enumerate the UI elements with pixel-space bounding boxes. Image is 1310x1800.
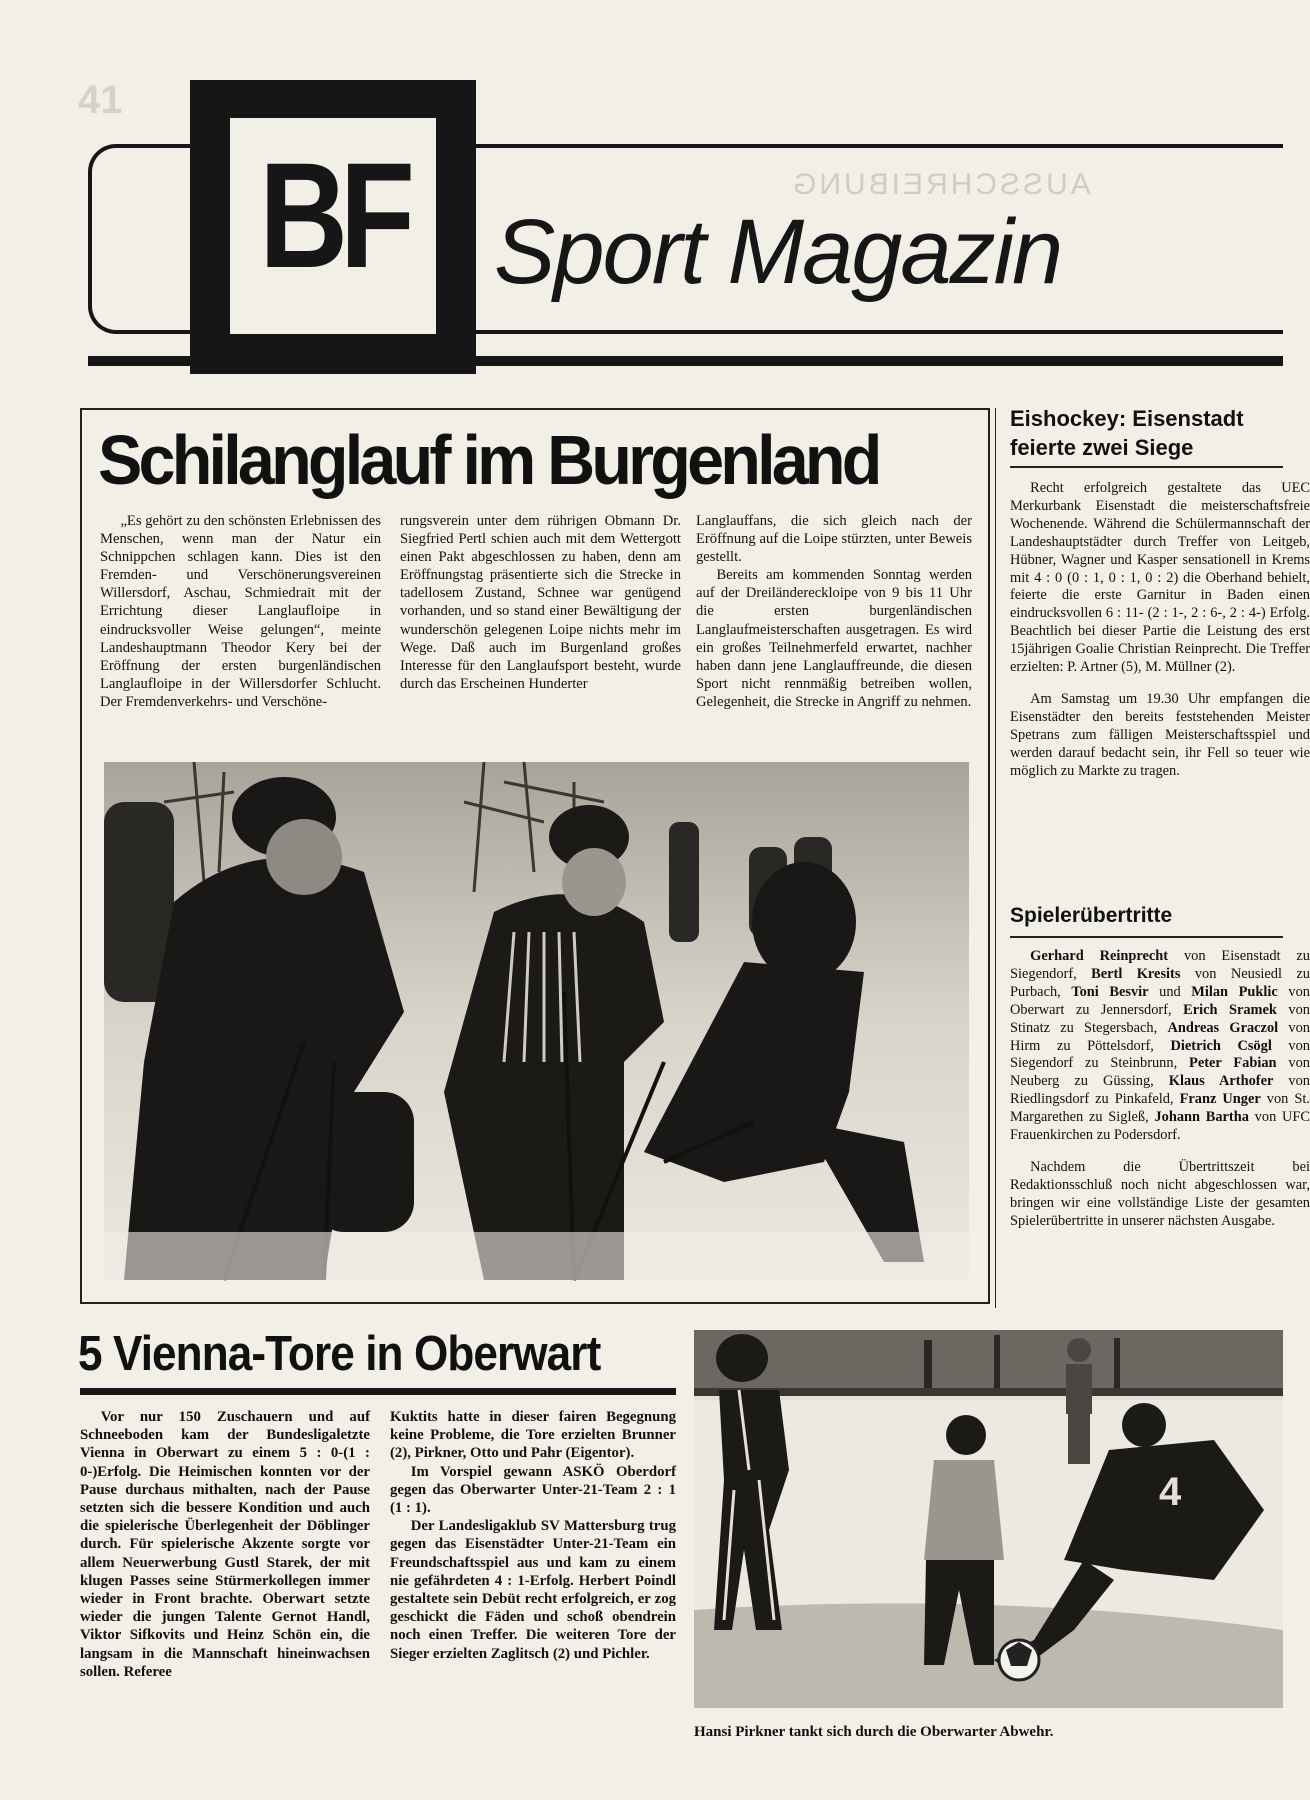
article-text: Bereits am kommenden Sonntag werden auf der Dreiländereckloipe von 9 bis 11 Uhr die ersten burgenländischen Langlaufmeisterschaften ausgetragen. Es wird ein großes Teilnehmerfeld erwartet, nachher haben dann jene Langlauffreunde, die diesen Sport nicht rennmäßig betreiben wollen, Gelegenheit, die Strecke in Angriff zu nehmen. <box>696 567 972 710</box>
article2-text: Kuktits hatte in dieser fairen Begegnung keine Probleme, die Tore erzielten Brunner (2), Pirkner, Otto und Pahr (Eigentor). <box>390 1409 676 1462</box>
sidebar-headline-transfers: Spielerübertritte <box>1010 904 1173 927</box>
article-text: Langlauffans, die sich gleich nach der Eröffnung auf die Loipe stürzten, unter Beweis gestellt. <box>696 513 972 566</box>
sidebar-paragraph: Am Samstag um 19.30 Uhr empfangen die Eisenstädter den bereits feststehenden Meister Spetrans zum fälligen Meisterschaftsspiel und werden darauf bedacht sein, ihr Fell so teuer wie möglich zu Markte zu tragen. <box>1010 690 1310 779</box>
football-photo <box>694 1330 1283 1708</box>
article2-text: Vor nur 150 Zuschauern und auf Schneeboden kam der Bundesligaletzte Vienna in Oberwart zu einem 5 : 0-(1 : 0-)Erfolg. Die Heimischen konnten vor der Pause durchaus mithalten, nach der Pause setzten sich die bessere Kondition und auch die spielerische Überlegenheit der Döblinger durch. Für spielerische Akzente sorgte vor allem Neuerwerbung Gustl Starek, der mit klugen Passes seine Stürmerkollegen immer wieder in Front brachte. Oberwart setzte wieder die jungen Talente Gernot Handl, Viktor Sifkovits und Heinz Schön ein, die langsam in die Mannschaft hineinwachsen sollen. Referee <box>80 1409 370 1680</box>
transfer-list: Gerhard Reinprecht von Eisenstadt zu Siegendorf, Bertl Kresits von Neusiedl zu Purbach, Toni Besvir und Milan Puklic von Oberwart zu Jennersdorf, Erich Sramek von Stinatz zu Stegersbach, Andreas Graczol von Hirm zu Pöttelsdorf, Dietrich Csögl von Siegendorf zu Steinbrunn, Peter Fabian von Neuberg zu Güssing, Klaus Arthofer von Riedlingsdorf zu Pinkafeld, Franz Unger von St. Margarethen zu Sigleß, Johann Bartha von UFC Frauenkirchen zu Podersdorf. <box>1010 948 1310 1144</box>
sidebar-paragraph: Nachdem die Übertrittszeit bei Redaktionsschluß noch nicht abgeschlossen war, bringen wir eine vollständige Liste der gesamten Spielerübertritte in unserer nächsten Ausgabe. <box>1010 1158 1310 1229</box>
column-divider <box>995 408 996 1308</box>
page-number: 41 <box>78 78 123 122</box>
jersey-number: 4 <box>1159 1470 1182 1514</box>
sidebar-headline-hockey: Eishockey: Eisenstadt feierte zwei Siege <box>1010 406 1244 460</box>
article-column-3 <box>696 512 972 711</box>
article-text: „Es gehört zu den schönsten Erlebnissen des Menschen, wenn man der Natur ein Schnippchen schlagen kann. Dies ist den Fremden- und Verschönerungsvereinen Willersdorf, Aschau, Schmiedrait mit der Errichtung dieser Langlaufloipe in eindrucksvoller Weise gelungen“, meinte Landeshauptmann Theodor Kery bei der Eröffnung der ersten burgenländischen Langlaufloipe in der Willersdorfer Schlucht. Der Fremdenverkehrs- und Verschöne- <box>100 513 381 710</box>
sidebar-hockey-text <box>1010 480 1310 781</box>
article-column-1 <box>100 512 381 711</box>
photo-caption: Hansi Pirkner tankt sich durch die Oberwarter Abwehr. <box>694 1724 1054 1740</box>
skiers-photo-image <box>104 762 969 1280</box>
article2-rule <box>80 1388 676 1395</box>
sidebar-column <box>1000 400 1310 1320</box>
article-column-2 <box>400 512 681 693</box>
article2-column-2 <box>390 1408 676 1663</box>
logo-letters: BF <box>259 131 407 299</box>
article2-column-1 <box>80 1408 370 1681</box>
article2-text: Im Vorspiel gewann ASKÖ Oberdorf gegen das Oberwarter Unter-21-Team 2 : 1 (1 : 1). <box>390 1463 676 1517</box>
ghost-ad-text: AUSSCHREIBUNG <box>790 168 1091 201</box>
sidebar-paragraph: Recht erfolgreich gestaltete das UEC Merkurbank Eisenstadt die meisterschaftsfreie Wochenende. Während die Schülermannschaft der Landeshauptstädter durch Treffer von Leitgeb, Hübner, Wagner und Kasper sensationell in Krems mit 4 : 0 (0 : 1, 0 : 1, 0 : 2) die Oberhand behielt, feierte die erste Garnitur in Baden einen eindrucksvollen 6 : 11- (2 : 1-, 2 : 6-, 2 : 4-) Erfolg. Beachtlich bei dieser Partie die Leistung des erst 15jährigen Goalie Christian Reinprecht. Die Treffer erzielten: P. Artner (5), M. Müllner (2). <box>1010 480 1310 676</box>
sidebar-transfers-text <box>1010 948 1310 1231</box>
magazine-title: Sport Magazin <box>494 201 1062 303</box>
sidebar-rule <box>1010 466 1283 468</box>
article2-headline: 5 Vienna-Tore in Oberwart <box>78 1327 601 1381</box>
article-headline: Schilanglauf im Burgenland <box>98 421 879 499</box>
sidebar-rule <box>1010 936 1283 938</box>
article2-text: Der Landesligaklub SV Mattersburg trug gegen das Eisenstädter Unter-21-Team ein Freundschaftsspiel aus und kam zu einem nie gefährdeten 4 : 1-Erfolg. Herbert Poindl gestaltete sein Debüt recht erfolgreich, er zog geschickt die Fäden und schoß obendrein noch einen Treffer. Die weiteren Tore der Sieger erzielten Zaglitsch (2) und Pichler. <box>390 1518 676 1662</box>
skiers-photo <box>104 762 969 1280</box>
football-photo-image <box>694 1330 1283 1708</box>
article-text: rungsverein unter dem rührigen Obmann Dr. Siegfried Pertl schien auch mit dem Wettergott einen Pakt abgeschlossen zu haben, denn am Eröffnungstag präsentierte sich die Strecke in tadellosem Zustand, Schnee war genügend vorhanden, und so stand einer Bewältigung der wunderschön gelegenen Loipe nichts mehr im Wege. Daß auch im Burgenland großes Interesse für den Langlaufsport besteht, wurde durch das Erscheinen Hunderter <box>400 513 681 692</box>
